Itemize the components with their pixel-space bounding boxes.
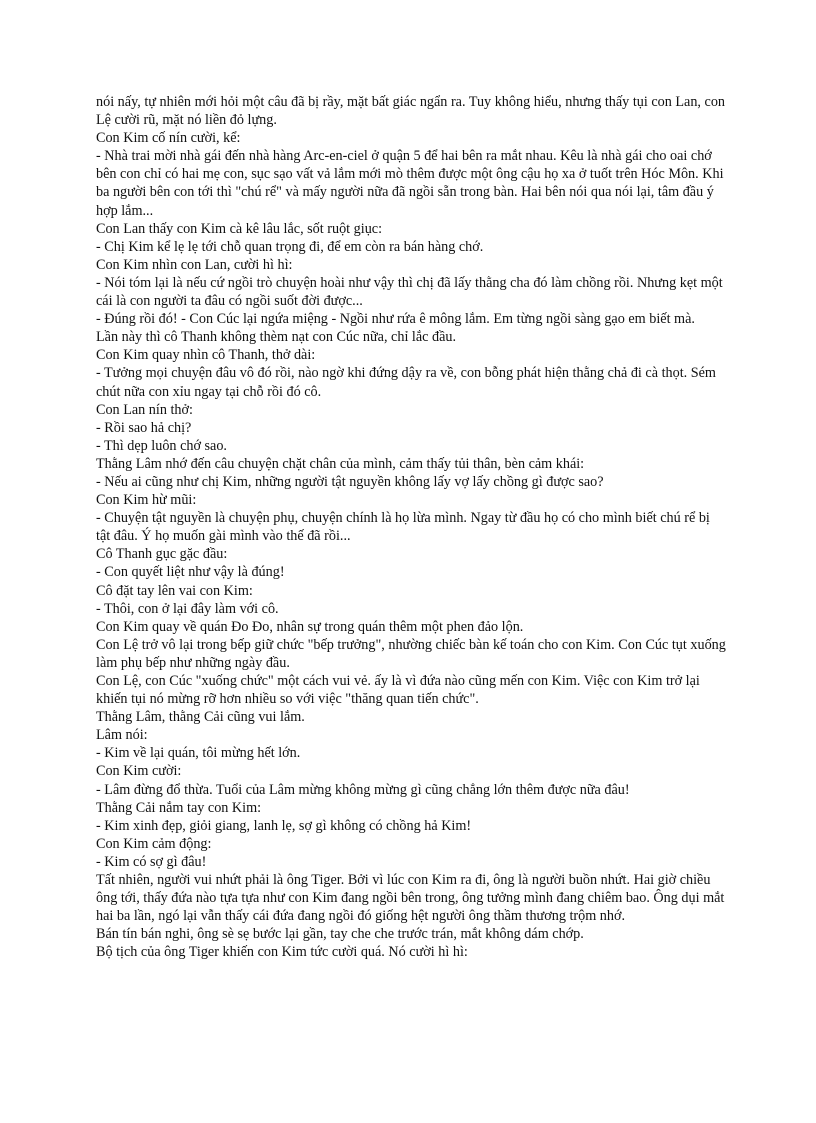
paragraph: - Chị Kim kể lẹ lẹ tới chỗ quan trọng đi, để em còn ra bán hàng chớ. xyxy=(96,238,484,255)
paragraph: - Thôi, con ở lại đây làm với cô. xyxy=(96,600,279,617)
paragraph: - Nói tóm lại là nếu cứ ngồi trò chuyện hoài như vậy thì chị đã lấy thằng cha đó làm chồng rồi. Nhưng kẹt một cái là con người ta đâu có ngồi suốt đời được... xyxy=(96,274,723,310)
paragraph: Cô đặt tay lên vai con Kim: xyxy=(96,582,253,599)
paragraph: Con Kim cảm động: xyxy=(96,835,212,852)
paragraph: Con Lệ trở vô lại trong bếp giữ chức "bếp trưởng", nhường chiếc bàn kế toán cho con Kim. Con Cúc tụt xuống làm phụ bếp như những ngày đầu. xyxy=(96,636,726,671)
paragraph: - Kim xinh đẹp, giỏi giang, lanh lẹ, sợ gì không có chồng hả Kim! xyxy=(96,817,472,834)
paragraph: Con Lệ, con Cúc "xuống chức" một cách vui vẻ. ấy là vì đứa nào cũng mến con Kim. Việc con Kim trở lại khiến tụi nó mừng rỡ hơn nhiều so với việc "thăng quan tiến chức". xyxy=(96,673,700,708)
paragraph: Con Lan nín thở: xyxy=(96,401,193,418)
paragraph: Thằng Lâm nhớ đến câu chuyện chặt chân của mình, cảm thấy tủi thân, bèn cảm khái: xyxy=(96,455,585,472)
paragraph: Con Kim quay về quán Đo Đo, nhân sự trong quán thêm một phen đảo lộn. xyxy=(96,618,524,635)
paragraph: - Kim có sợ gì đâu! xyxy=(96,853,207,870)
paragraph: Tất nhiên, người vui nhứt phải là ông Tiger. Bởi vì lúc con Kim ra đi, ông là người buồn nhứt. Hai giờ chiều ông tới, thấy đứa nào tựa tựa như con Kim đang ngồi bên trong, ông tưởng mình đang chiêm bao. Ông dụi mắt hai ba lần, ngó lại vẫn thấy cái đứa đang ngồi đó giống hệt người ông thầm thương trộm nhớ. xyxy=(96,872,725,925)
paragraph: - Nhà trai mời nhà gái đến nhà hàng Arc-en-ciel ở quận 5 để hai bên ra mắt nhau. Kêu là nhà gái cho oai chớ bên con chỉ có hai mẹ con, sục sạo vất vả lắm mới mò thêm được một ông cậu họ xa ở tuốt trên Hóc Môn. Khi ba người bên con tới thì "chú rể" và mấy người nữa đã ngồi sẵn trong bàn. Hai bên nói qua nói lại, tâm đầu ý hợp lắm... xyxy=(96,148,724,219)
paragraph: Lần này thì cô Thanh không thèm nạt con Cúc nữa, chỉ lắc đầu. xyxy=(96,329,457,346)
paragraph: Thằng Cải nắm tay con Kim: xyxy=(96,799,262,816)
paragraph: Con Kim cười: xyxy=(96,763,182,780)
paragraph: Con Kim cố nín cười, kể: xyxy=(96,130,241,147)
paragraph: nói nấy, tự nhiên mới hỏi một câu đã bị rầy, mặt bất giác ngẩn ra. Tuy không hiểu, nhưng thấy tụi con Lan, con Lệ cười rũ, mặt nó liền đỏ lựng. xyxy=(96,94,726,129)
paragraph: - Con quyết liệt như vậy là đúng! xyxy=(96,564,285,581)
paragraph: Con Kim nhìn con Lan, cười hì hì: xyxy=(96,256,293,273)
paragraph: - Lâm đừng đổ thừa. Tuổi của Lâm mừng không mừng gì cũng chẳng lớn thêm được nữa đâu! xyxy=(96,781,630,798)
paragraph: Cô Thanh gục gặc đầu: xyxy=(96,546,228,563)
paragraph: - Đúng rồi đó! - Con Cúc lại ngứa miệng - Ngồi như rứa ê mông lắm. Em từng ngồi sàng gạo em biết mà. xyxy=(96,311,695,328)
paragraph: Bán tín bán nghi, ông sè sẹ bước lại gần, tay che che trước trán, mắt không dám chớp. xyxy=(96,926,584,943)
paragraph: - Tưởng mọi chuyện đâu vô đó rồi, nào ngờ khi đứng dậy ra về, con bỗng phát hiện thằng chả đi cà thọt. Sém chút nữa con xỉu ngay tại chỗ rồi đó cô. xyxy=(96,365,716,400)
paragraph: Thằng Lâm, thằng Cải cũng vui lắm. xyxy=(96,709,305,726)
document-page xyxy=(96,93,726,962)
paragraph: - Rồi sao hả chị? xyxy=(96,419,192,436)
paragraph: - Nếu ai cũng như chị Kim, những người tật nguyền không lấy vợ lấy chồng gì được sao? xyxy=(96,473,604,490)
paragraph: Lâm nói: xyxy=(96,727,148,744)
paragraph: - Thì dẹp luôn chớ sao. xyxy=(96,437,227,454)
paragraph: - Chuyện tật nguyền là chuyện phụ, chuyện chính là họ lừa mình. Ngay từ đầu họ có cho mình biết chú rể bị tật đâu. Ý họ muốn gài mình vào thế đã rồi... xyxy=(96,510,710,545)
paragraph: Con Kim quay nhìn cô Thanh, thở dài: xyxy=(96,347,316,364)
paragraph: Con Lan thấy con Kim cà kê lâu lắc, sốt ruột giục: xyxy=(96,220,383,237)
paragraph: Con Kim hừ mũi: xyxy=(96,492,197,509)
paragraph: Bộ tịch của ông Tiger khiến con Kim tức cười quá. Nó cười hì hì: xyxy=(96,944,468,961)
paragraph: - Kim về lại quán, tôi mừng hết lớn. xyxy=(96,745,301,762)
